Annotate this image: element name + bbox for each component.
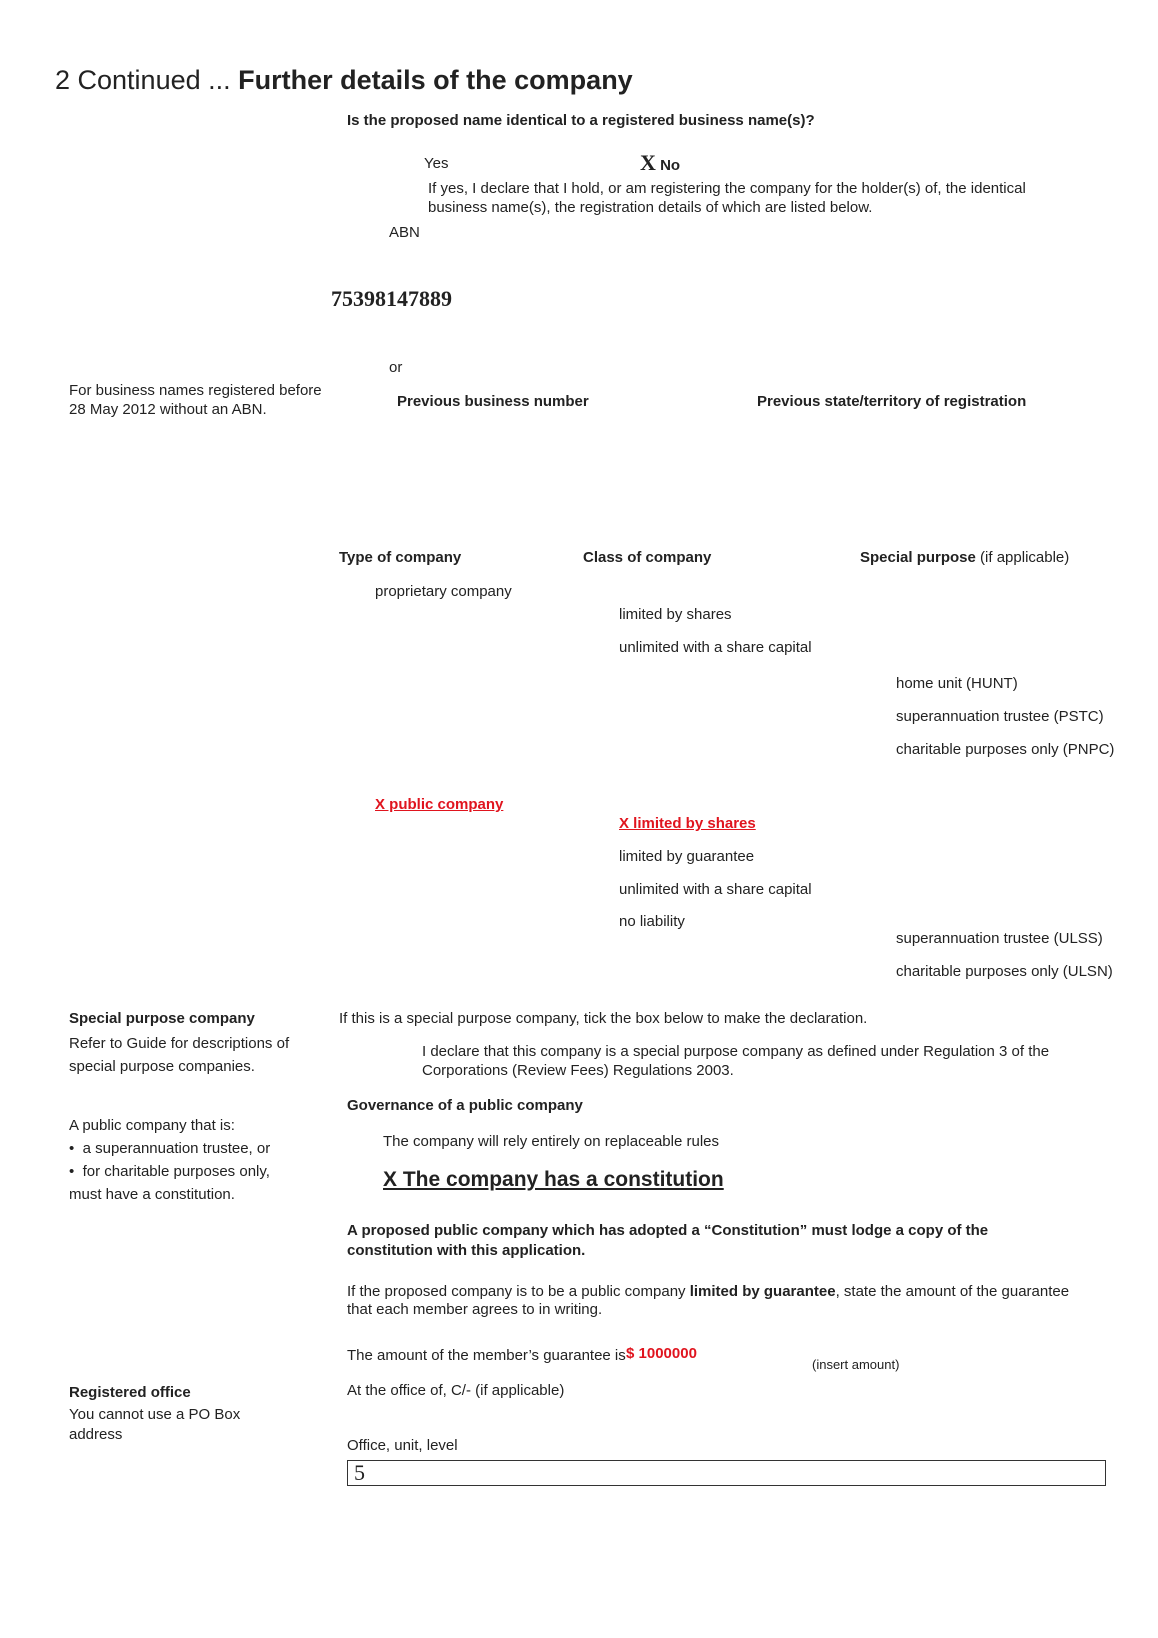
guarantee-amount-label: The amount of the member’s guarantee is	[347, 1347, 626, 1364]
abn-value[interactable]: 75398147889	[331, 286, 452, 311]
abn-label: ABN	[389, 224, 420, 241]
constitution-lodge-note: A proposed public company which has adopted a “Constitution” must lodge a copy of the constitution with this application.	[347, 1222, 989, 1259]
guarantee-instruction-pre: If the proposed company is to be a public company	[347, 1283, 690, 1300]
business-name-side-note: For business names registered before 28 May 2012 without an ABN.	[69, 382, 322, 418]
section-title: Further details of the company	[238, 65, 633, 95]
no-option[interactable]	[640, 149, 680, 177]
option-home-unit[interactable]: home unit (HUNT)	[896, 675, 1018, 692]
office-unit-level-label: Office, unit, level	[347, 1437, 458, 1454]
option-limited-by-guarantee[interactable]: limited by guarantee	[619, 848, 755, 865]
special-purpose-instruction: If this is a special purpose company, tick the box below to make the declaration.	[339, 1010, 868, 1027]
previous-business-number-label: Previous business number	[397, 393, 589, 410]
type-of-company-header: Type of company	[339, 549, 462, 566]
governance-side-line1: A public company that is:	[69, 1117, 235, 1134]
option-charitable-pnpc[interactable]: charitable purposes only (PNPC)	[896, 741, 1115, 758]
governance-side-bullet2: • for charitable purposes only,	[69, 1163, 270, 1180]
guarantee-amount-value[interactable]: $ 1000000	[626, 1345, 697, 1362]
option-has-constitution[interactable]: X The company has a constitution	[383, 1168, 724, 1191]
no-checkmark: X	[640, 150, 656, 175]
guarantee-instruction	[347, 1283, 1087, 1319]
registered-office-side-text: You cannot use a PO Box address	[69, 1406, 241, 1443]
special-purpose-side-text: Refer to Guide for descriptions of special purpose companies.	[69, 1035, 290, 1075]
insert-amount-hint: (insert amount)	[812, 1357, 900, 1372]
option-public-company[interactable]: X public company	[375, 796, 504, 813]
special-purpose-declaration[interactable]: I declare that this company is a special purpose company as defined under Regulation 3 of the Corporations (Review Fees) Regulations 2003.	[422, 1043, 1050, 1079]
care-of-label: At the office of, C/- (if applicable)	[347, 1382, 565, 1399]
previous-state-label: Previous state/territory of registration	[757, 393, 1027, 410]
governance-title: Governance of a public company	[347, 1097, 583, 1114]
special-purpose-header-label: Special purpose	[860, 549, 976, 566]
governance-side-line4: must have a constitution.	[69, 1186, 235, 1203]
special-purpose-header	[860, 549, 1069, 568]
option-replaceable-rules[interactable]: The company will rely entirely on replaceable rules	[383, 1133, 719, 1150]
option-pub-unlimited-share-capital[interactable]: unlimited with a share capital	[619, 881, 812, 898]
option-superannuation-pstc[interactable]: superannuation trustee (PSTC)	[896, 708, 1104, 725]
governance-side-bullet1: • a superannuation trustee, or	[69, 1140, 271, 1157]
option-prop-unlimited-share-capital[interactable]: unlimited with a share capital	[619, 639, 812, 656]
governance-side-bullet1-text: a superannuation trustee, or	[82, 1140, 271, 1157]
option-no-liability[interactable]: no liability	[619, 913, 685, 930]
special-purpose-side-title: Special purpose company	[69, 1010, 255, 1027]
office-unit-level-field[interactable]: 5	[347, 1460, 1106, 1486]
class-of-company-header: Class of company	[583, 549, 712, 566]
option-superannuation-ulss[interactable]: superannuation trustee (ULSS)	[896, 930, 1103, 947]
guarantee-instruction-bold: limited by guarantee	[689, 1283, 836, 1300]
special-purpose-header-note: (if applicable)	[980, 549, 1070, 566]
registered-office-side-title: Registered office	[69, 1384, 191, 1401]
business-name-declaration: If yes, I declare that I hold, or am registering the company for the holder(s) of, the identical business name(s), the registration details of which are listed below.	[428, 180, 1026, 216]
governance-side-bullet2-text: for charitable purposes only,	[82, 1163, 270, 1180]
section-heading	[55, 64, 633, 98]
yes-option[interactable]: Yes	[424, 155, 449, 172]
option-charitable-ulsn[interactable]: charitable purposes only (ULSN)	[896, 963, 1113, 980]
option-pub-limited-by-shares[interactable]: X limited by shares	[619, 815, 756, 832]
or-label: or	[389, 359, 403, 376]
option-proprietary-company[interactable]: proprietary company	[375, 583, 512, 600]
business-name-question: Is the proposed name identical to a registered business name(s)?	[347, 112, 815, 129]
no-label: No	[660, 157, 681, 174]
option-prop-limited-by-shares[interactable]: limited by shares	[619, 606, 732, 623]
section-number: 2 Continued ...	[55, 65, 231, 95]
guarantee-instruction-post: , state the amount of the guarantee that each member agrees to in writing.	[347, 1283, 1070, 1318]
